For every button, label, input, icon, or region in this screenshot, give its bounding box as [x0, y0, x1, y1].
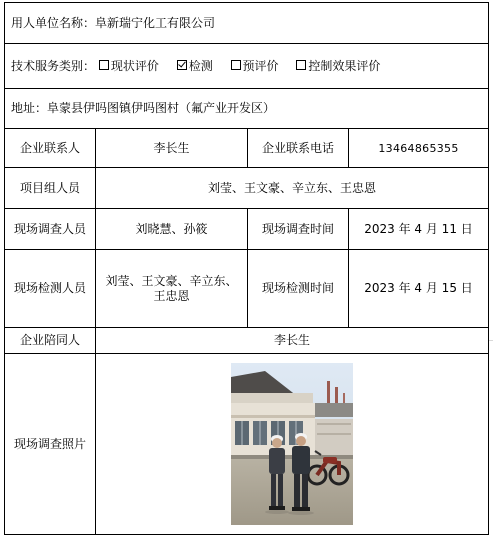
- escort-label: 企业陪同人: [5, 328, 96, 354]
- address-row: [5, 89, 489, 129]
- service-option-label: 现状评价: [110, 58, 159, 73]
- service-option-label: 预评价: [242, 58, 279, 73]
- phone-value: 13464865355: [349, 129, 489, 168]
- service-label: 技术服务类别：: [11, 58, 96, 73]
- escort-row: [5, 328, 489, 354]
- service-row: [5, 44, 489, 89]
- project-member-row: [5, 168, 489, 209]
- unit-value: 阜新瑞宁化工有限公司: [95, 15, 216, 30]
- contact-label: 企业联系人: [5, 129, 96, 168]
- escort-value: 李长生: [96, 328, 489, 354]
- service-option-label: 控制效果评价: [308, 58, 381, 73]
- photo-cell: [96, 354, 489, 535]
- service-option-control-eval[interactable]: [296, 59, 380, 74]
- contact-row: [5, 129, 489, 168]
- project-member-value: 刘莹、王文豪、辛立东、王忠恩: [96, 168, 489, 209]
- photo-row: [5, 354, 489, 535]
- photo-wrap: [102, 363, 482, 525]
- contact-value: 李长生: [96, 129, 248, 168]
- test-time-label: 现场检测时间: [248, 250, 349, 328]
- unit-row: [5, 3, 489, 44]
- checkbox-icon[interactable]: [296, 60, 306, 70]
- checkbox-icon[interactable]: [99, 60, 109, 70]
- service-option-status-eval[interactable]: [99, 59, 159, 74]
- service-cell: [5, 44, 489, 89]
- test-person-value: 刘莹、王文豪、辛立东、王忠恩: [96, 250, 248, 328]
- service-option-label: 检测: [188, 58, 213, 73]
- survey-form-table: [4, 2, 489, 535]
- survey-person-label: 现场调查人员: [5, 209, 96, 250]
- survey-time-label: 现场调查时间: [248, 209, 349, 250]
- address-label: 地址：: [11, 101, 48, 115]
- test-person-label: 现场检测人员: [5, 250, 96, 328]
- survey-time-value: 2023 年 4 月 11 日: [349, 209, 489, 250]
- sheet-gridline: [489, 340, 493, 550]
- test-time-value: 2023 年 4 月 15 日: [349, 250, 489, 328]
- project-member-label: 项目组人员: [5, 168, 96, 209]
- site-survey-photo: [231, 363, 353, 525]
- unit-cell: [5, 3, 489, 44]
- survey-person-value: 刘晓慧、孙筱: [96, 209, 248, 250]
- address-cell: [5, 89, 489, 129]
- address-value: 阜蒙县伊吗图镇伊吗图村（氟产业开发区）: [47, 101, 276, 115]
- checkbox-checked-icon[interactable]: [177, 60, 187, 70]
- service-option-testing[interactable]: [177, 59, 213, 74]
- service-option-pre-eval[interactable]: [231, 59, 279, 74]
- checkbox-icon[interactable]: [231, 60, 241, 70]
- test-row: [5, 250, 489, 328]
- unit-label: 用人单位名称：: [11, 15, 96, 30]
- photo-label: 现场调查照片: [5, 354, 96, 535]
- phone-label: 企业联系电话: [248, 129, 349, 168]
- survey-row: [5, 209, 489, 250]
